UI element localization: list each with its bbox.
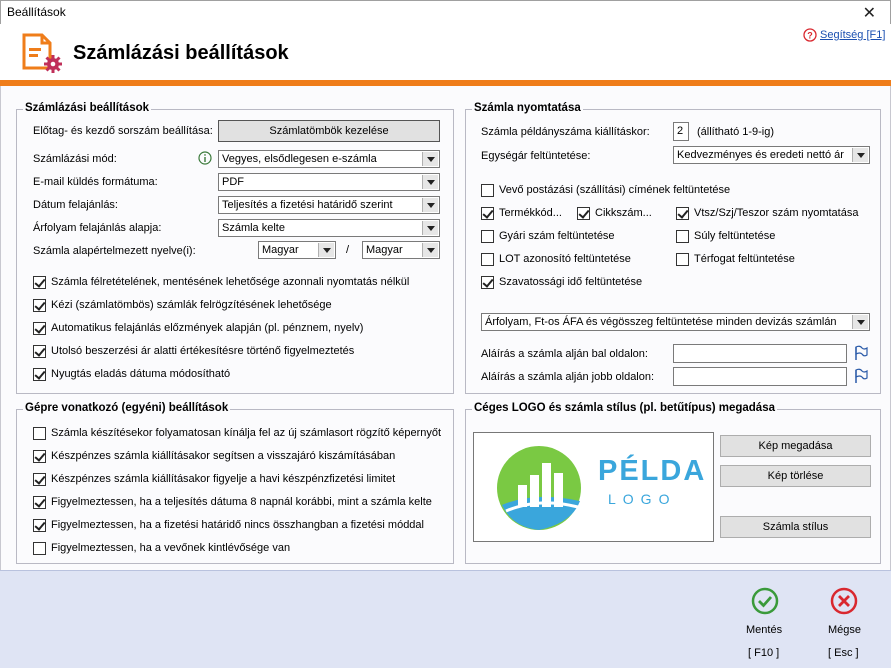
checkbox-label: Utolsó beszerzési ár alatti értékesítésre történő figyelmeztetés (51, 345, 355, 357)
help-link[interactable]: Segítség [F1] (820, 29, 886, 41)
mod-select[interactable] (218, 150, 440, 168)
datum-label: Dátum felajánlás: (33, 199, 118, 211)
alairas-bal-label: Aláírás a számla alján bal oldalon: (481, 348, 648, 360)
vevo-posta-label: Vevő postázási (szállítási) címének feltüntetése (499, 184, 731, 196)
chevron-down-icon (852, 148, 868, 162)
vtsz-checkbox[interactable] (676, 207, 689, 220)
document-settings-icon (20, 32, 64, 76)
terfogat-checkbox[interactable] (676, 253, 689, 266)
mod-select-value: Vegyes, elsődlegesen e-számla (222, 153, 377, 165)
email-label: E-mail küldés formátuma: (33, 176, 158, 188)
alairas-jobb-label: Aláírás a számla alján jobb oldalon: (481, 371, 655, 383)
peldany-hint: (állítható 1-9-ig) (697, 126, 775, 138)
vtsz-label: Vtsz/Szj/Teszor szám nyomtatása (694, 207, 859, 219)
group-title: Céges LOGO és számla stílus (pl. betűtípus) megadása (474, 402, 775, 414)
arfolyam-select[interactable] (218, 219, 440, 237)
save-button[interactable] (735, 585, 795, 665)
window-title: Beállítások (7, 5, 66, 19)
save-label: Mentés (746, 624, 783, 636)
checkbox[interactable] (33, 368, 46, 381)
arfolyam-print-select[interactable] (481, 313, 870, 331)
checkbox[interactable] (33, 496, 46, 509)
cancel-circle-icon (830, 587, 858, 615)
nyelv2-select[interactable] (362, 241, 440, 259)
info-icon[interactable] (198, 151, 212, 165)
suly-checkbox[interactable] (676, 230, 689, 243)
flag-icon[interactable] (853, 345, 869, 361)
checkbox-label: Számla készítésekor folyamatosan kínálja fel az új számlasort rögzítő képernyőt (51, 427, 442, 439)
szavatossagi-label: Szavatossági idő feltüntetése (499, 276, 643, 288)
chevron-down-icon (318, 243, 334, 257)
cikkszam-label: Cikkszám... (595, 207, 652, 219)
page-title: Számlázási beállítások (73, 42, 289, 64)
svg-text:?: ? (807, 30, 813, 41)
checkbox-label: Figyelmeztessen, ha a teljesítés dátuma 8 napnál korábbi, mint a számla kelte (51, 496, 432, 508)
checkbox-label: Készpénzes számla kiállításakor figyelje a havi készpénzfizetési limitet (51, 473, 396, 485)
cancel-button[interactable] (815, 585, 875, 665)
save-shortcut: [ F10 ] (748, 647, 780, 659)
email-format-select[interactable] (218, 173, 440, 191)
chevron-down-icon (422, 243, 438, 257)
check-circle-icon (751, 587, 779, 615)
logo-preview (473, 432, 714, 542)
checkbox-label: Figyelmeztessen, ha a fizetési határidő nincs összhangban a fizetési móddal (51, 519, 424, 531)
checkbox-label: Készpénzes számla kiállításakor segítsen a visszajáró kiszámításában (51, 450, 396, 462)
alairas-jobb-input[interactable] (673, 367, 847, 386)
egysegar-label: Egységár feltüntetése: (481, 150, 591, 162)
email-format-value: PDF (222, 176, 244, 188)
checkbox[interactable] (33, 450, 46, 463)
lot-checkbox[interactable] (481, 253, 494, 266)
chevron-down-icon (852, 315, 868, 329)
termekkod-label: Termékkód... (499, 207, 562, 219)
close-icon[interactable]: ✕ (862, 5, 876, 22)
checkbox-label: Automatikus felajánlás előzmények alapján (pl. pénznem, nyelv) (51, 322, 364, 334)
egysegar-select[interactable] (673, 146, 870, 164)
group-title: Számlázási beállítások (25, 102, 150, 114)
chevron-down-icon (422, 152, 438, 166)
kep-megadasa-button[interactable]: Kép megadása (720, 435, 871, 457)
chevron-down-icon (422, 175, 438, 189)
chevron-down-icon (422, 198, 438, 212)
gyari-checkbox[interactable] (481, 230, 494, 243)
termekkod-checkbox[interactable] (481, 207, 494, 220)
arfolyam-label: Árfolyam felajánlás alapja: (33, 222, 162, 234)
egysegar-select-value: Kedvezményes és eredeti nettó ár (677, 149, 844, 161)
checkbox[interactable] (33, 519, 46, 532)
nyelv2-value: Magyar (366, 244, 403, 256)
checkbox[interactable] (33, 345, 46, 358)
datum-select[interactable] (218, 196, 440, 214)
szamla-stilus-button[interactable]: Számla stílus (720, 516, 871, 538)
window-titlebar (0, 0, 891, 24)
checkbox[interactable] (33, 473, 46, 486)
mod-label: Számlázási mód: (33, 153, 117, 165)
checkbox-label: Számla félretételének, mentésének lehetősége azonnali nyomtatás nélkül (51, 276, 410, 288)
szamlatombok-button[interactable]: Számlatömbök kezelése (218, 120, 440, 142)
checkbox[interactable] (33, 542, 46, 555)
cancel-label: Mégse (828, 624, 862, 636)
checkbox[interactable] (33, 299, 46, 312)
chevron-down-icon (422, 221, 438, 235)
flag-icon[interactable] (853, 368, 869, 384)
alairas-bal-input[interactable] (673, 344, 847, 363)
nyelv1-select[interactable] (258, 241, 336, 259)
group-title: Gépre vonatkozó (egyéni) beállítások (25, 402, 229, 414)
cikkszam-checkbox[interactable] (577, 207, 590, 220)
nyelv-label: Számla alapértelmezett nyelve(i): (33, 245, 196, 257)
checkbox[interactable] (33, 276, 46, 289)
page-header (0, 24, 891, 80)
arfolyam-print-value: Árfolyam, Ft-os ÁFA és végösszeg feltüntetése minden devizás számlán (485, 316, 837, 328)
gyari-label: Gyári szám feltüntetése (499, 230, 615, 242)
logo-text-main: PÉLDA (598, 455, 707, 487)
lot-label: LOT azonosító feltüntetése (499, 253, 631, 265)
peldany-input[interactable]: 2 (673, 122, 689, 141)
nyelv-separator: / (346, 244, 350, 256)
help-icon[interactable] (803, 28, 817, 42)
vevo-posta-checkbox[interactable] (481, 184, 494, 197)
peldany-label: Számla példányszáma kiállításkor: (481, 126, 650, 138)
arfolyam-select-value: Számla kelte (222, 222, 285, 234)
kep-torlese-button[interactable]: Kép törlése (720, 465, 871, 487)
terfogat-label: Térfogat feltüntetése (694, 253, 795, 265)
szavatossagi-checkbox[interactable] (481, 276, 494, 289)
logo-image-icon (494, 443, 584, 533)
group-title: Számla nyomtatása (474, 102, 581, 114)
checkbox[interactable] (33, 427, 46, 440)
checkbox[interactable] (33, 322, 46, 335)
suly-label: Súly feltüntetése (694, 230, 776, 242)
checkbox-label: Nyugtás eladás dátuma módosítható (51, 368, 231, 380)
logo-text-sub: LOGO (608, 491, 677, 507)
datum-select-value: Teljesítés a fizetési határidő szerint (222, 199, 393, 211)
sorszam-label: Előtag- és kezdő sorszám beállítása: (33, 125, 213, 137)
cancel-shortcut: [ Esc ] (828, 647, 859, 659)
checkbox-label: Kézi (számlatömbös) számlák felrögzítésének lehetősége (51, 299, 332, 311)
checkbox-label: Figyelmeztessen, ha a vevőnek kintlévősége van (51, 542, 291, 554)
nyelv1-value: Magyar (262, 244, 299, 256)
